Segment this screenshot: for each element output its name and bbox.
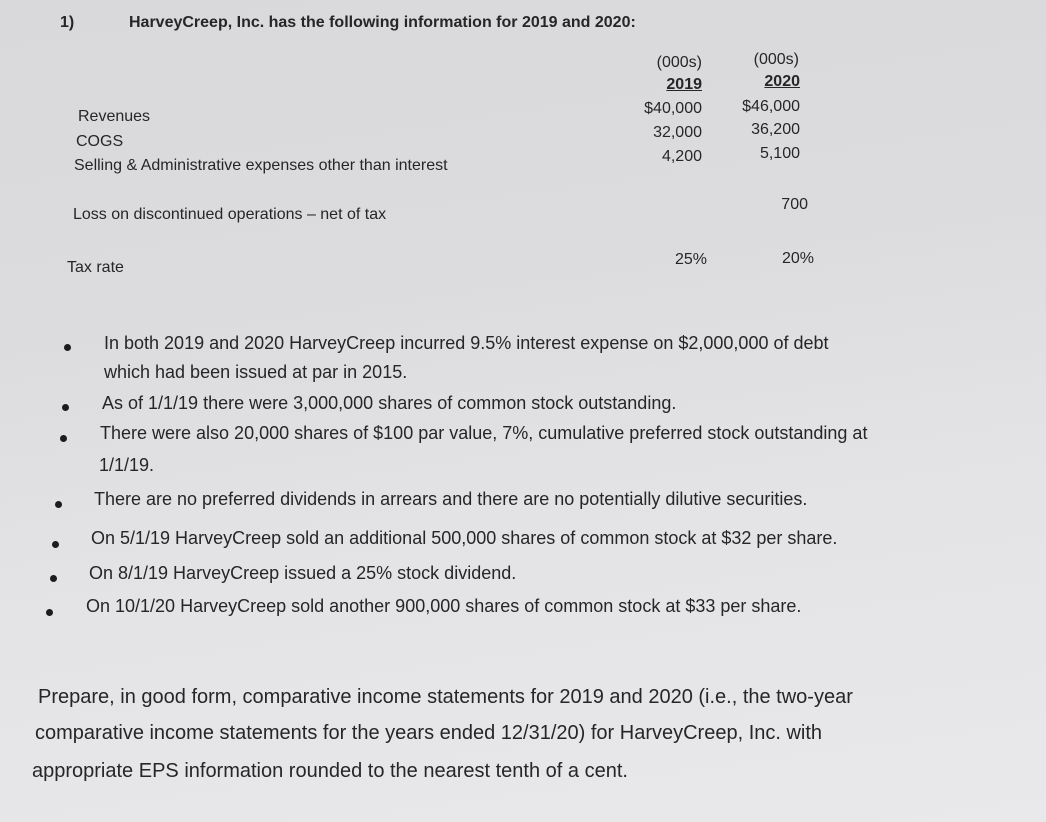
row-label-revenues: Revenues <box>78 108 151 125</box>
value-tax-rate-2019: 25% <box>674 251 707 268</box>
bullet-dot <box>50 575 57 582</box>
bullet-preferred-line1: There were also 20,000 shares of $100 par value, 7%, cumulative preferred stock outstanding at <box>100 423 868 443</box>
bullet-dot <box>60 435 67 442</box>
bullet-dot <box>52 541 59 548</box>
value-sga-2019: 4,200 <box>661 148 702 165</box>
bullet-interest-line1: In both 2019 and 2020 HarveyCreep incurred 9.5% interest expense on $2,000,000 of debt <box>104 333 829 353</box>
column-year-2019: 2019 <box>666 76 702 93</box>
value-revenues-2019: $40,000 <box>644 100 702 117</box>
instructions-line2: comparative income statements for the years ended 12/31/20) for HarveyCreep, Inc. with <box>35 722 823 744</box>
bullet-sale-2020: On 10/1/20 HarveyCreep sold another 900,000 shares of common stock at $33 per share. <box>86 596 802 616</box>
value-revenues-2020: $46,000 <box>742 98 800 115</box>
value-sga-2020: 5,100 <box>759 145 800 162</box>
bullet-interest-line2: which had been issued at par in 2015. <box>104 362 408 382</box>
column-year-2020: 2020 <box>764 73 800 90</box>
column-unit-2020: (000s) <box>753 51 799 68</box>
question-number: 1) <box>60 14 75 31</box>
row-label-discontinued: Loss on discontinued operations – net of tax <box>73 206 387 223</box>
bullet-common-shares: As of 1/1/19 there were 3,000,000 shares of common stock outstanding. <box>102 393 677 413</box>
bullet-stock-dividend: On 8/1/19 HarveyCreep issued a 25% stock dividend. <box>89 563 517 583</box>
problem-title: HarveyCreep, Inc. has the following information for 2019 and 2020: <box>129 14 636 31</box>
value-cogs-2020: 36,200 <box>751 121 800 138</box>
bullet-no-arrears: There are no preferred dividends in arrears and there are no potentially dilutive securities. <box>94 489 808 509</box>
value-cogs-2019: 32,000 <box>653 124 702 141</box>
bullet-dot <box>46 609 53 616</box>
instructions-line1: Prepare, in good form, comparative income statements for 2019 and 2020 (i.e., the two-year <box>38 686 853 708</box>
value-discontinued-2020: 700 <box>781 196 808 213</box>
bullet-dot <box>64 344 71 351</box>
bullet-sale-2019: On 5/1/19 HarveyCreep sold an additional 500,000 shares of common stock at $32 per share. <box>91 528 838 548</box>
column-unit-2019: (000s) <box>656 54 702 71</box>
bullet-dot <box>55 501 62 508</box>
bullet-dot <box>62 404 69 411</box>
instructions-line3: appropriate EPS information rounded to the nearest tenth of a cent. <box>32 760 628 782</box>
row-label-cogs: COGS <box>76 133 124 150</box>
row-label-tax-rate: Tax rate <box>67 259 124 276</box>
value-tax-rate-2020: 20% <box>781 250 814 267</box>
row-label-sga: Selling & Administrative expenses other than interest <box>74 157 448 174</box>
bullet-preferred-line2: 1/1/19. <box>99 455 155 475</box>
